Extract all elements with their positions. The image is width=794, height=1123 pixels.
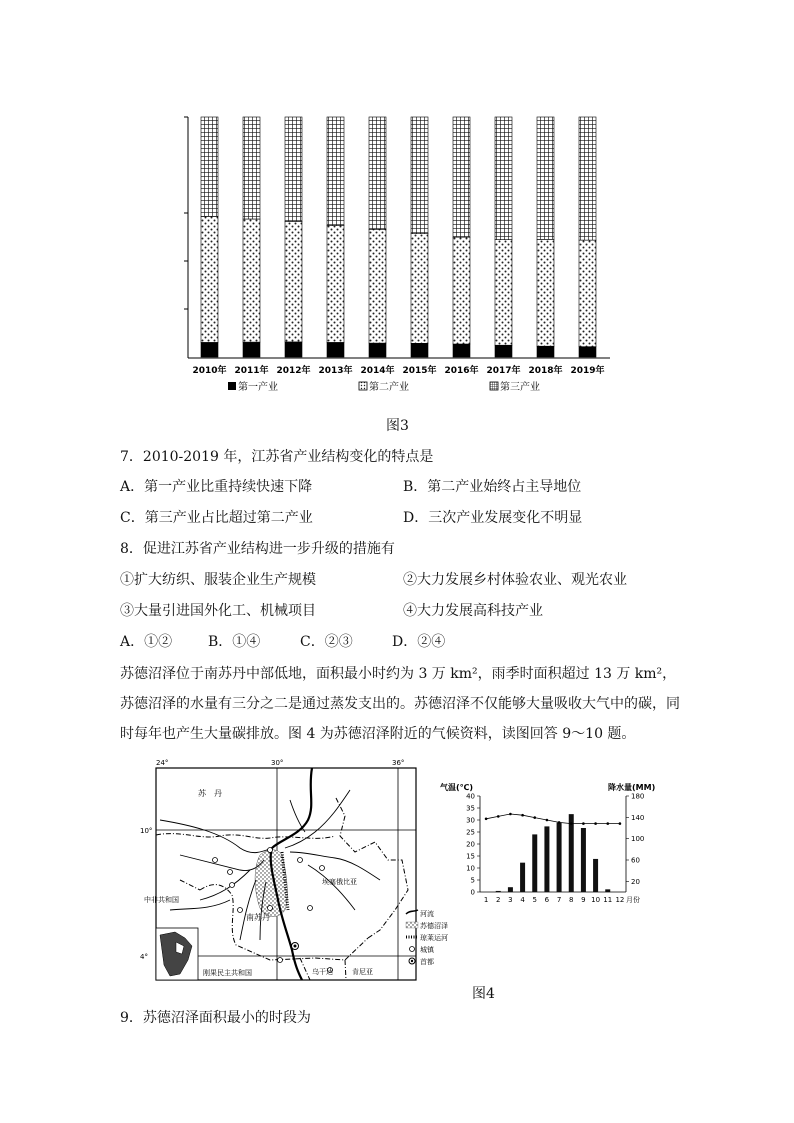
bar-tertiary-2	[285, 117, 302, 221]
month-label: 5	[532, 896, 537, 904]
label-car: 中非共和国	[144, 896, 179, 904]
bar-secondary-6	[453, 237, 470, 344]
q7-option-d: D．三次产业发展变化不明显	[403, 510, 583, 526]
legend-river: 河流	[420, 910, 434, 918]
temp-axis-label: 气温(℃)	[440, 783, 473, 792]
figure4-caption: 图4	[472, 986, 495, 1002]
temp-tick-label: 25	[466, 828, 475, 837]
x-tick-label: 2011年	[234, 366, 269, 376]
precip-tick-label: 60	[631, 856, 640, 865]
bar-primary-4	[369, 343, 386, 357]
x-tick-label: 2015年	[402, 366, 437, 376]
precip-tick-label: 20	[631, 877, 640, 886]
temp-point-10	[594, 822, 597, 825]
x-tick-label: 2014年	[360, 366, 395, 376]
sudd-passage: 苏德沼泽位于南苏丹中部低地，面积最小时约为 3 万 km²，雨季时面积超过 13 万 km²，苏德沼泽的水量有三分之二是通过蒸发支出的。苏德沼泽不仅能够大量吸收大气中的碳，同时每年也产生大量碳排放。图 4 为苏德沼泽附近的气候资料，读图回答 9～10 题。	[120, 666, 680, 742]
bar-primary-8	[537, 346, 554, 357]
temp-point-1	[485, 818, 488, 821]
q8-item-4: ④大力发展高科技产业	[403, 603, 543, 619]
bar-tertiary-8	[537, 117, 554, 239]
bar-secondary-5	[411, 234, 428, 344]
label-sudan: 苏 丹	[198, 789, 222, 798]
q8-item-2: ②大力发展乡村体验农业、观光农业	[403, 572, 627, 588]
temp-point-11	[606, 822, 609, 825]
month-label: 8	[569, 896, 574, 904]
month-label: 10	[591, 896, 601, 904]
q8-option-a: A．①②	[120, 634, 173, 650]
bar-primary-7	[495, 345, 512, 357]
map-legend	[406, 909, 448, 966]
sudd-map	[140, 759, 448, 992]
precip-bar-11	[605, 889, 610, 892]
month-unit-label: 月份	[626, 896, 640, 904]
month-label: 11	[603, 896, 613, 904]
legend-label-primary: 第一产业	[238, 382, 278, 393]
lon-label-30: 30°	[271, 759, 284, 767]
label-uganda: 乌干达	[312, 968, 333, 976]
bar-tertiary-6	[453, 117, 470, 237]
q8-option-b: B．①④	[208, 634, 261, 650]
temp-point-5	[533, 816, 536, 819]
temp-point-4	[521, 814, 524, 817]
temp-tick-label: 35	[466, 804, 475, 813]
lat-label-10: 10°	[140, 827, 153, 835]
precip-bar-4	[520, 863, 525, 892]
lon-label-36: 36°	[392, 759, 405, 767]
x-tick-label: 2012年	[276, 366, 311, 376]
month-label: 9	[581, 896, 586, 904]
month-label: 4	[520, 896, 525, 904]
figure3-caption: 图3	[386, 418, 409, 434]
bar-tertiary-9	[579, 117, 596, 240]
q9-stem: 9．苏德沼泽面积最小的时段为	[120, 1010, 311, 1026]
bar-secondary-2	[285, 221, 302, 342]
label-south-sudan: 南苏丹	[246, 913, 270, 922]
bar-primary-0	[201, 342, 218, 357]
legend-label-secondary: 第二产业	[369, 382, 409, 393]
africa-inset-map	[156, 928, 198, 980]
q8-item-3: ③大量引进国外化工、机械项目	[120, 603, 316, 619]
bar-primary-6	[453, 344, 470, 357]
bar-primary-9	[579, 347, 596, 357]
x-tick-label: 2018年	[528, 366, 563, 376]
bar-secondary-9	[579, 240, 596, 347]
temp-tick-label: 40	[466, 792, 475, 801]
temp-point-8	[570, 822, 573, 825]
temp-point-3	[509, 813, 512, 816]
q8-option-c: C．②③	[300, 634, 353, 650]
precip-bar-9	[581, 828, 586, 892]
q8-stem: 8．促进江苏省产业结构进一步升级的措施有	[120, 541, 395, 557]
precip-bar-8	[569, 814, 574, 892]
x-tick-label: 2017年	[486, 366, 521, 376]
precip-bar-10	[593, 859, 598, 892]
precip-axis-label: 降水量(MM)	[608, 783, 656, 792]
label-kenya: 肯尼亚	[352, 968, 373, 976]
precip-tick-label: 140	[631, 813, 645, 822]
climate-chart	[440, 776, 680, 906]
month-label: 1	[483, 896, 489, 904]
legend-town: 城镇	[420, 946, 434, 954]
q7-option-a: A．第一产业比重持续快速下降	[120, 479, 313, 495]
month-label: 7	[556, 896, 562, 904]
bar-secondary-7	[495, 240, 512, 346]
bar-tertiary-5	[411, 117, 428, 234]
legend-swatch-secondary	[359, 382, 367, 390]
x-tick-label: 2013年	[318, 366, 353, 376]
lat-label-4: 4°	[140, 953, 148, 961]
precip-tick-label: 100	[631, 835, 645, 844]
x-tick-label: 2016年	[444, 366, 479, 376]
legend-swatch-tertiary	[490, 382, 498, 390]
temp-tick-label: 20	[466, 840, 475, 849]
legend-swatch-primary	[228, 382, 236, 390]
bar-secondary-0	[201, 216, 218, 342]
temp-tick-label: 15	[466, 852, 475, 861]
bar-tertiary-0	[201, 117, 218, 216]
q7-stem: 7．2010-2019 年，江苏省产业结构变化的特点是	[120, 449, 434, 465]
month-label: 2	[496, 896, 501, 904]
month-label: 12	[615, 896, 625, 904]
capital-dot	[294, 945, 297, 948]
bar-secondary-1	[243, 219, 260, 342]
bar-secondary-3	[327, 226, 344, 343]
legend-label-tertiary: 第三产业	[500, 382, 540, 393]
q8-item-1: ①扩大纺织、服装企业生产规模	[120, 572, 316, 588]
month-label: 3	[508, 896, 513, 904]
q7-option-b: B．第二产业始终占主导地位	[403, 479, 582, 495]
precip-bar-2	[496, 891, 501, 892]
x-tick-label: 2019年	[570, 366, 605, 376]
chart-legend	[228, 380, 540, 393]
legend-marsh: 苏德沼泽	[420, 922, 448, 930]
precip-bar-3	[508, 887, 513, 892]
bar-secondary-4	[369, 229, 386, 343]
bar-primary-1	[243, 342, 260, 357]
temp-tick-label: 30	[466, 816, 475, 825]
q7-option-c: C．第三产业占比超过第二产业	[120, 510, 313, 526]
bar-primary-2	[285, 342, 302, 357]
temp-tick-label: 10	[466, 864, 475, 873]
temp-tick-label: 5	[470, 876, 475, 885]
temp-point-2	[497, 815, 500, 818]
x-tick-label: 2010年	[192, 366, 227, 376]
temp-point-12	[619, 822, 622, 825]
bar-tertiary-7	[495, 117, 512, 240]
bar-tertiary-4	[369, 117, 386, 229]
industry-structure-chart	[0, 0, 794, 410]
climate-axes	[480, 796, 626, 892]
precip-bar-6	[544, 826, 549, 892]
precip-bar-7	[557, 823, 562, 892]
temp-tick-label: 0	[470, 888, 475, 897]
label-ethiopia: 埃塞俄比亚	[322, 878, 357, 886]
label-drc: 刚果民主共和国	[203, 969, 252, 977]
temperature-line	[486, 814, 620, 824]
bar-primary-5	[411, 343, 428, 357]
legend-canal: 琼莱运河	[420, 934, 448, 942]
temp-point-6	[546, 819, 549, 822]
legend-capital: 首都	[420, 958, 434, 966]
bar-primary-3	[327, 342, 344, 357]
bar-tertiary-3	[327, 117, 344, 226]
q8-option-d: D．②④	[392, 634, 446, 650]
lon-label-24: 24°	[156, 759, 169, 767]
bar-secondary-8	[537, 239, 554, 346]
temp-point-7	[558, 821, 561, 824]
precip-tick-label: 180	[631, 792, 645, 801]
precip-bar-5	[532, 834, 537, 892]
temp-point-9	[582, 822, 585, 825]
bar-tertiary-1	[243, 117, 260, 219]
month-label: 6	[544, 896, 550, 904]
